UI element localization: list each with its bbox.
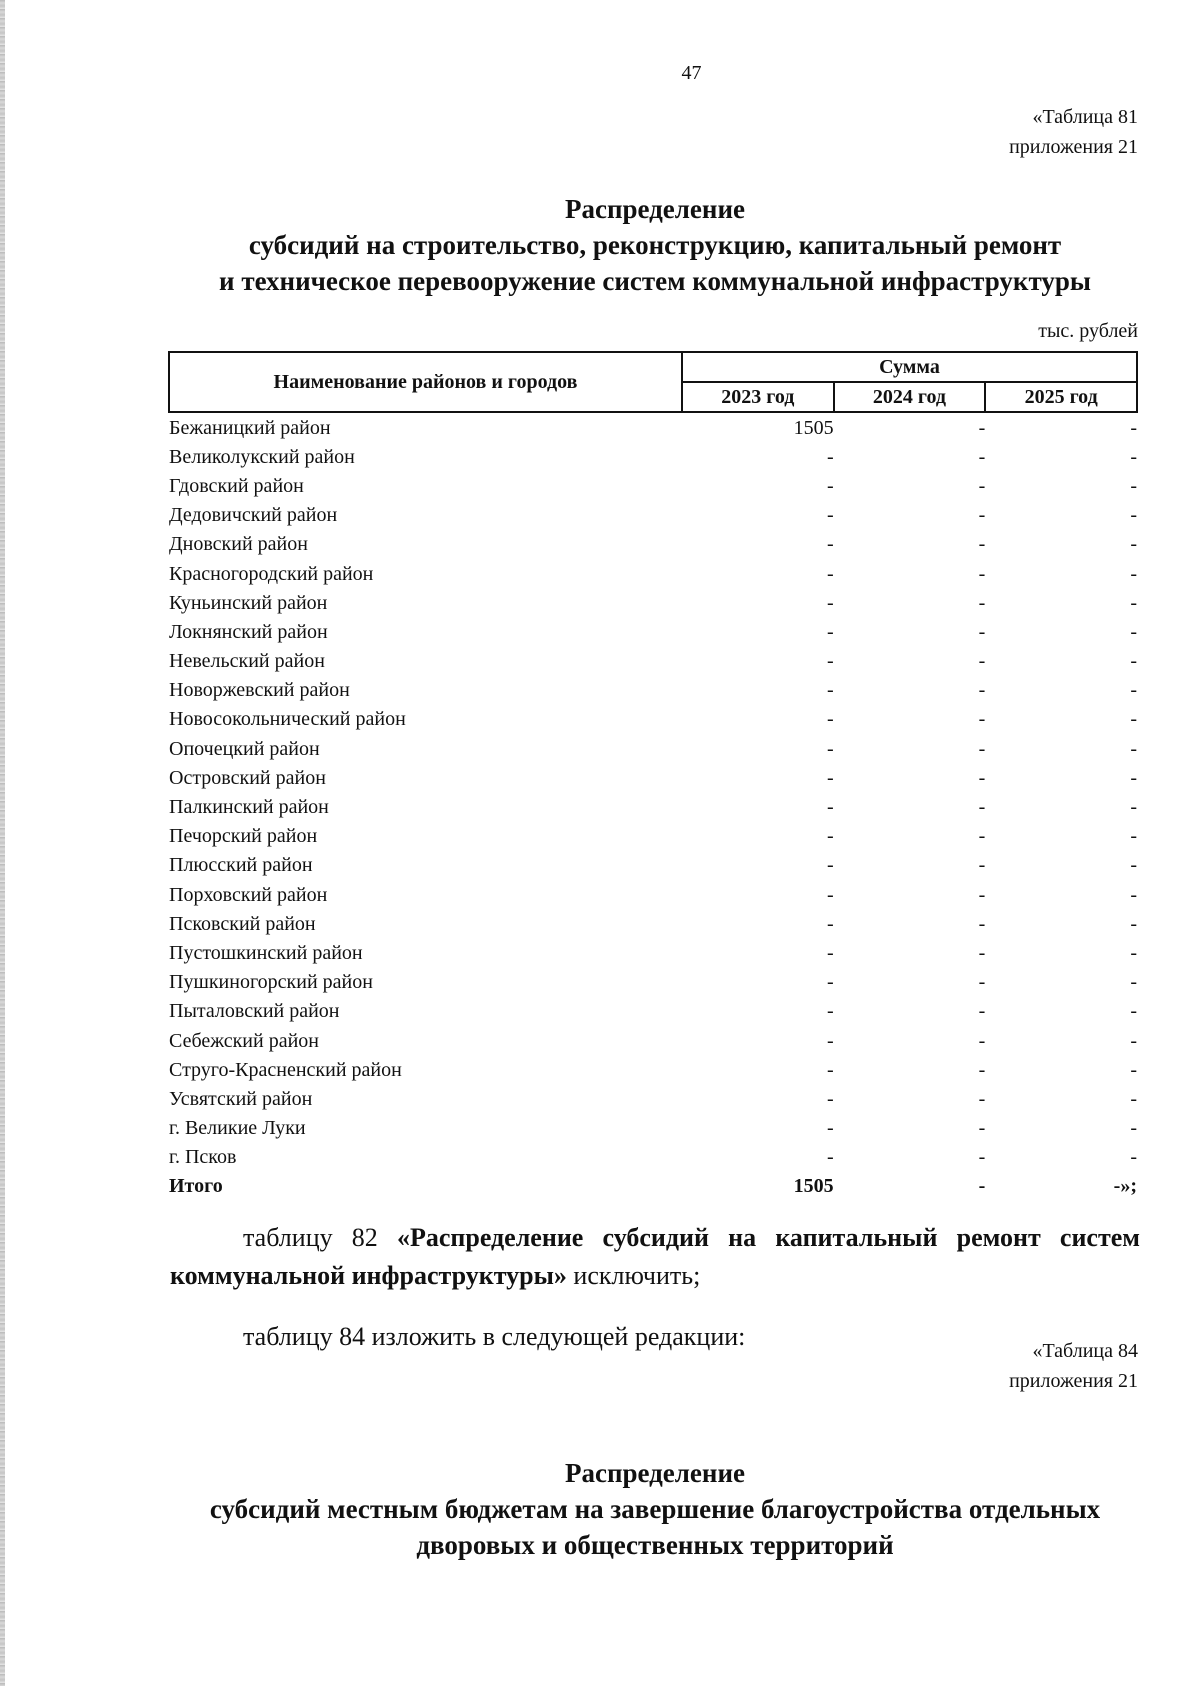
table81-ref-line1: «Таблица 81 — [1032, 106, 1138, 128]
row-value-2025: - — [1130, 474, 1137, 497]
row-name: Дедовичский район — [169, 504, 338, 527]
table81-reference — [1009, 102, 1138, 162]
row-value-2025: - — [1130, 941, 1137, 964]
row-value-2024: - — [978, 912, 986, 935]
row-value-2025: - — [1130, 533, 1137, 556]
table84-ref-line2: приложения 21 — [1009, 1370, 1138, 1392]
paragraph-table84: таблицу 84 изложить в следующей редакции: — [243, 1322, 746, 1351]
row-value-2024: - — [978, 941, 986, 964]
scan-edge — [0, 0, 5, 1686]
header-year-2025: 2025 год — [985, 382, 1137, 412]
row-value-2024: - — [978, 825, 986, 848]
row-name: Пушкиногорский район — [169, 971, 373, 994]
row-value-2023: - — [826, 474, 834, 497]
total-value-2023: 1505 — [793, 1175, 834, 1198]
row-value-2024: - — [978, 562, 986, 585]
row-value-2023: - — [826, 854, 834, 877]
table-row — [169, 909, 1137, 938]
row-value-2023: - — [826, 1029, 834, 1052]
table-body — [169, 412, 1137, 1201]
row-value-2025: - — [1130, 766, 1137, 789]
row-name: Пустошкинский район — [169, 941, 363, 964]
row-value-2024: - — [978, 796, 986, 819]
table81-title-line2: субсидий на строительство, реконструкцию, капитальный ремонт — [248, 230, 1062, 260]
header-year-2023: 2023 год — [682, 382, 834, 412]
table81-title — [170, 191, 1140, 299]
row-value-2025: - — [1130, 708, 1137, 731]
row-value-2024: - — [978, 504, 986, 527]
header-year-2024: 2024 год — [834, 382, 986, 412]
row-value-2023: - — [826, 533, 834, 556]
row-value-2023: - — [826, 766, 834, 789]
table-row — [169, 501, 1137, 530]
table84-reference — [1009, 1336, 1138, 1396]
row-value-2025: - — [1130, 1087, 1137, 1110]
row-name: Плюсский район — [169, 854, 313, 877]
row-value-2023: - — [826, 679, 834, 702]
row-value-2023: - — [826, 562, 834, 585]
row-value-2023: - — [826, 883, 834, 906]
table-row — [169, 734, 1137, 763]
row-value-2025: - — [1130, 650, 1137, 673]
row-value-2023: - — [826, 825, 834, 848]
para1-bold: «Распределение субсидий на капитальный ремонт систем коммунальной инфраструктуры» — [170, 1223, 1140, 1290]
para1-suffix: исключить; — [566, 1261, 701, 1290]
row-value-2024: - — [978, 1000, 986, 1023]
table84-ref-line1: «Таблица 84 — [1032, 1340, 1138, 1362]
header-name-column: Наименование районов и городов — [169, 352, 682, 412]
row-value-2023: - — [826, 708, 834, 731]
row-value-2024: - — [978, 591, 986, 614]
row-value-2024: - — [978, 1117, 986, 1140]
row-name: г. Псков — [169, 1146, 237, 1169]
row-name: Порховский район — [169, 883, 328, 906]
table81-title-line3: и техническое перевооружение систем коммунальной инфраструктуры — [219, 266, 1091, 296]
row-name: Островский район — [169, 766, 326, 789]
row-value-2025: - — [1130, 1000, 1137, 1023]
table-row — [169, 588, 1137, 617]
row-value-2023: - — [826, 620, 834, 643]
row-value-2025: - — [1130, 1058, 1137, 1081]
row-value-2025: - — [1130, 591, 1137, 614]
row-name: Новосокольнический район — [169, 708, 406, 731]
row-name: Пыталовский район — [169, 1000, 340, 1023]
row-value-2024: - — [978, 737, 986, 760]
row-value-2025: - — [1130, 825, 1137, 848]
row-value-2024: - — [978, 708, 986, 731]
table-row — [169, 997, 1137, 1026]
row-value-2025: - — [1130, 416, 1137, 439]
row-value-2025: - — [1130, 1029, 1137, 1052]
row-value-2023: - — [826, 941, 834, 964]
row-value-2025: - — [1130, 912, 1137, 935]
table-row — [169, 559, 1137, 588]
row-value-2023: - — [826, 912, 834, 935]
table-row — [169, 792, 1137, 821]
row-value-2025: - — [1130, 796, 1137, 819]
row-value-2024: - — [978, 1087, 986, 1110]
row-value-2024: - — [978, 766, 986, 789]
row-name: Гдовский район — [169, 474, 304, 497]
table-row — [169, 968, 1137, 997]
table-row — [169, 617, 1137, 646]
table-row — [169, 1143, 1137, 1172]
table-row — [169, 530, 1137, 559]
table81-ref-line2: приложения 21 — [1009, 136, 1138, 158]
para1-prefix: таблицу 82 — [243, 1223, 397, 1252]
row-value-2023: - — [826, 591, 834, 614]
table-row — [169, 412, 1137, 442]
row-value-2025: - — [1130, 445, 1137, 468]
row-name: Новоржевский район — [169, 679, 350, 702]
row-value-2024: - — [978, 854, 986, 877]
row-value-2025: - — [1130, 562, 1137, 585]
row-value-2025: - — [1130, 1117, 1137, 1140]
row-name: Красногородский район — [169, 562, 374, 585]
row-name: Великолукский район — [169, 445, 355, 468]
table-row — [169, 1026, 1137, 1055]
row-value-2023: - — [826, 1146, 834, 1169]
row-name: Струго-Красненский район — [169, 1058, 402, 1081]
table84-title — [170, 1455, 1140, 1563]
row-name: Себежский район — [169, 1029, 319, 1052]
total-label: Итого — [169, 1175, 223, 1198]
page-number: 47 — [681, 62, 702, 84]
row-value-2023: - — [826, 650, 834, 673]
header-sum: Сумма — [682, 352, 1137, 382]
table-row — [169, 1114, 1137, 1143]
row-value-2024: - — [978, 416, 986, 439]
row-value-2024: - — [978, 445, 986, 468]
row-value-2025: - — [1130, 620, 1137, 643]
row-value-2025: - — [1130, 679, 1137, 702]
row-value-2025: - — [1130, 737, 1137, 760]
table-row — [169, 471, 1137, 500]
table-row — [169, 763, 1137, 792]
row-name: Локнянский район — [169, 620, 328, 643]
row-name: Дновский район — [169, 533, 308, 556]
table-row — [169, 880, 1137, 909]
table84-title-line1: Распределение — [564, 1458, 746, 1488]
row-value-2023: - — [826, 1117, 834, 1140]
row-value-2023: - — [826, 445, 834, 468]
table-row — [169, 442, 1137, 471]
row-value-2024: - — [978, 1029, 986, 1052]
row-name: Куньинский район — [169, 591, 328, 614]
table84-title-line3: дворовых и общественных территорий — [416, 1530, 894, 1560]
row-value-2023: - — [826, 504, 834, 527]
total-value-2025: -»; — [1113, 1175, 1137, 1198]
row-value-2025: - — [1130, 504, 1137, 527]
row-value-2023: - — [826, 737, 834, 760]
row-value-2025: - — [1130, 971, 1137, 994]
row-value-2023: 1505 — [793, 416, 834, 439]
row-name: Опочецкий район — [169, 737, 320, 760]
table-row — [169, 647, 1137, 676]
table-row — [169, 1084, 1137, 1113]
table-row — [169, 822, 1137, 851]
row-value-2025: - — [1130, 883, 1137, 906]
row-value-2024: - — [978, 533, 986, 556]
row-name: Псковский район — [169, 912, 316, 935]
row-value-2024: - — [978, 971, 986, 994]
table84-title-line2: субсидий местным бюджетам на завершение благоустройства отдельных — [209, 1494, 1101, 1524]
row-name: г. Великие Луки — [169, 1117, 306, 1140]
row-value-2025: - — [1130, 854, 1137, 877]
table81-title-line1: Распределение — [564, 194, 746, 224]
table-row — [169, 938, 1137, 967]
row-name: Палкинский район — [169, 796, 329, 819]
row-value-2023: - — [826, 1087, 834, 1110]
row-name: Невельский район — [169, 650, 325, 673]
row-value-2024: - — [978, 679, 986, 702]
row-value-2023: - — [826, 796, 834, 819]
total-row — [169, 1172, 1137, 1201]
row-value-2024: - — [978, 474, 986, 497]
table-row — [169, 851, 1137, 880]
row-value-2024: - — [978, 1146, 986, 1169]
row-name: Усвятский район — [169, 1087, 313, 1110]
subsidy-table — [168, 351, 1138, 1201]
row-value-2023: - — [826, 1058, 834, 1081]
row-value-2023: - — [826, 971, 834, 994]
row-value-2024: - — [978, 650, 986, 673]
row-name: Бежаницкий район — [169, 416, 331, 439]
row-value-2023: - — [826, 1000, 834, 1023]
row-value-2024: - — [978, 620, 986, 643]
table-row — [169, 676, 1137, 705]
total-value-2024: - — [978, 1175, 986, 1198]
row-name: Печорский район — [169, 825, 318, 848]
table-row — [169, 1055, 1137, 1084]
table-row — [169, 705, 1137, 734]
row-value-2025: - — [1130, 1146, 1137, 1169]
paragraph-table82 — [170, 1219, 1140, 1295]
units-label: тыс. рублей — [1038, 320, 1138, 342]
row-value-2024: - — [978, 1058, 986, 1081]
row-value-2024: - — [978, 883, 986, 906]
